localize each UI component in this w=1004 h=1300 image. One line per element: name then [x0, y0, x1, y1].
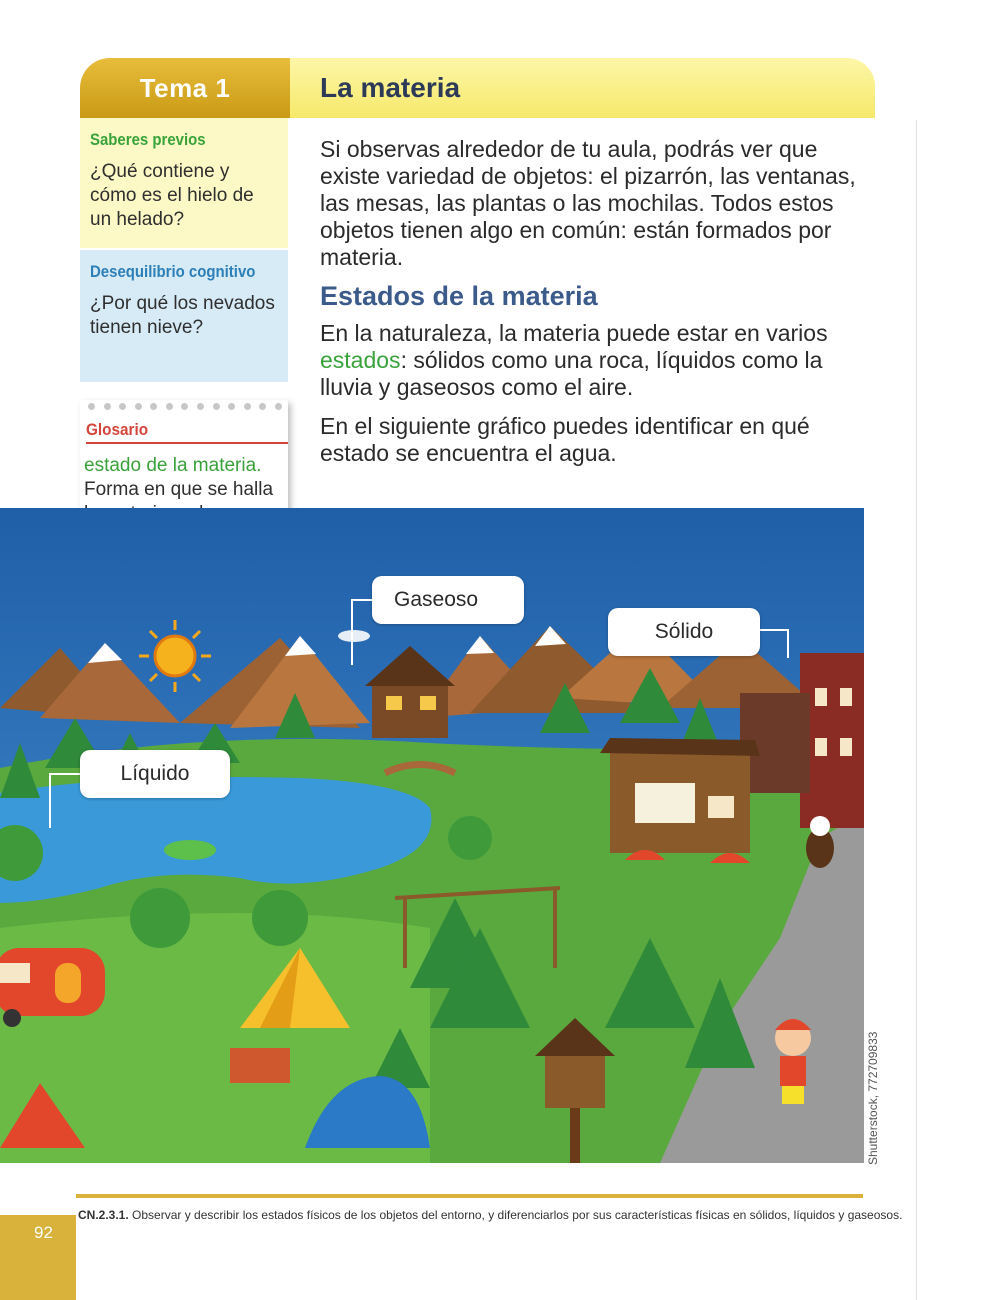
- desequilibrio-cognitivo-heading: Desequilibrio cognitivo: [90, 262, 256, 281]
- footer-rule: [76, 1194, 863, 1198]
- saberes-previos-box: [80, 118, 288, 248]
- label-gaseoso: Gaseoso: [372, 576, 524, 624]
- tema-label: Tema 1: [139, 72, 231, 103]
- intro-paragraph: Si observas alrededor de tu aula, podrás ver que existe variedad de objetos: el pizarrón, las ventanas, las mesas, las plantas o las mochilas. Todos estos objetos tienen algo en común: están formados por materia.: [320, 136, 856, 270]
- page-title: La materia: [320, 72, 461, 103]
- objective-code: CN.2.3.1.: [78, 1208, 129, 1222]
- title-band: [290, 58, 875, 118]
- notebook-rings: [88, 400, 282, 414]
- desequilibrio-cognitivo-box: [80, 250, 288, 382]
- page-edge-line: [916, 120, 917, 1300]
- saberes-previos-heading: Saberes previos: [90, 130, 206, 149]
- states-paragraph: En la naturaleza, la materia puede estar en varios estados: sólidos como una roca, líquidos como la lluvia y gaseosos como el aire.: [320, 320, 828, 400]
- boat: [164, 840, 216, 860]
- image-credit: Shutterstock, 772709833: [866, 1031, 880, 1165]
- page-number: 92: [0, 1215, 76, 1300]
- cloud: [338, 630, 370, 642]
- saberes-previos-question: ¿Qué contiene y cómo es el hielo de un helado?: [90, 161, 254, 230]
- desequilibrio-cognitivo-question: ¿Por qué los nevados tienen nieve?: [90, 293, 275, 338]
- graphic-intro-paragraph: En el siguiente gráfico puedes identificar en qué estado se encuentra el agua.: [320, 413, 810, 466]
- main-content: [320, 136, 875, 479]
- section-heading: Estados de la materia: [320, 281, 598, 311]
- label-solido: Sólido: [608, 608, 760, 656]
- glosario-term: estado de la materia.: [84, 455, 262, 476]
- objective-text: Observar y describir los estados físicos de los objetos del entorno, y diferenciarlos por sus características físicas en sólidos, líquidos y gaseosos.: [128, 1208, 903, 1222]
- glosario-heading: Glosario: [86, 420, 288, 444]
- food-shop: [600, 738, 760, 853]
- label-liquido: Líquido: [80, 750, 230, 798]
- tema-tab: [80, 58, 290, 118]
- curriculum-objective: [78, 1208, 902, 1222]
- estados-highlight: estados: [320, 347, 401, 373]
- picnic-blanket: [230, 1048, 290, 1083]
- glosario-def-text: Forma en que se halla: [84, 479, 274, 500]
